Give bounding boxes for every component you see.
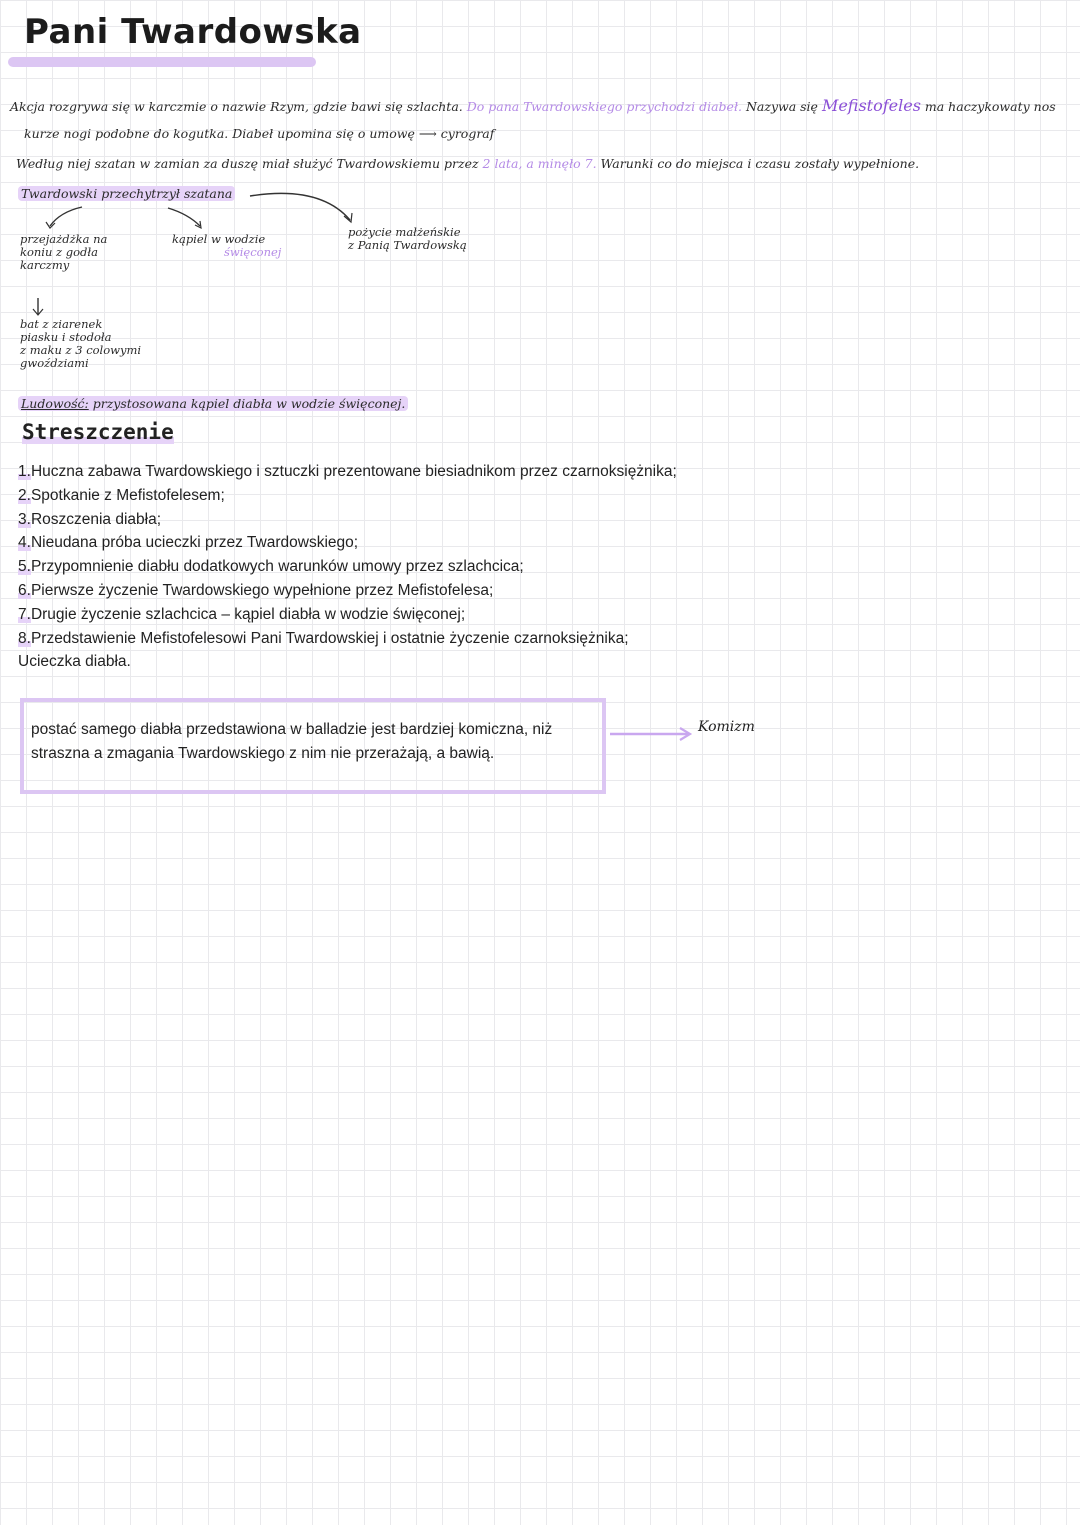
intro-line3-a: Według niej szatan w zamian za duszę miał służyć Twardowskiemu przez <box>16 156 479 171</box>
mefistofeles-name: Mefistofeles <box>821 96 921 115</box>
summary-list <box>18 460 677 674</box>
branch1-child-line: piasku i stodoła <box>20 330 112 344</box>
branch1-line: karczmy <box>20 258 70 272</box>
arrow-icon: ⟶ <box>418 126 437 141</box>
list-item: 3.Roszczenia diabła; <box>18 510 162 528</box>
intro-line1-d: ma haczykowaty nos <box>924 99 1056 114</box>
list-item: 1.Huczna zabawa Twardowskiego i sztuczki prezentowane biesiadnikom przez czarnoksiężnika; <box>18 463 677 480</box>
intro-line2-a: kurze nogi podobne do kogutka. Diabeł upomina się o umowę <box>24 126 415 141</box>
branch2-line: kąpiel w wodzie <box>172 232 266 246</box>
ludowosc-label: Ludowość: <box>21 396 89 411</box>
mindmap-branch-2 <box>172 233 281 259</box>
branch3-line: z Panią Twardowską <box>348 238 467 252</box>
branch2-line: święconej <box>224 245 282 259</box>
intro-line1-c: Nazywa się <box>745 99 818 114</box>
summary-heading: Streszczenie <box>22 420 174 444</box>
komizm-label: Komizm <box>698 719 755 735</box>
branch1-line: koniu z godła <box>20 245 98 259</box>
branch1-child-line: z maku z 3 colowymi <box>20 343 142 357</box>
list-item: 6.Pierwsze życzenie Twardowskiego wypełnione przez Mefistofelesa; <box>18 581 494 599</box>
list-final: Ucieczka diabła. <box>18 653 131 671</box>
intro-line3-c: Warunki co do miejsca i czasu zostały wypełnione. <box>600 156 920 171</box>
intro-line1-b: Do pana Twardowskiego przychodzi diabeł. <box>466 99 742 114</box>
mindmap-root: Twardowski przechytrzył szatana <box>18 186 235 201</box>
list-item: 7.Drugie życzenie szlachcica – kąpiel diabła w wodzie święconej; <box>18 605 466 623</box>
intro-line2-b: cyrograf <box>440 126 495 141</box>
ludowosc-text: przystosowana kąpiel diabła w wodzie święconej. <box>92 396 406 411</box>
comic-box-text: postać samego diabła przedstawiona w balladzie jest bardziej komiczna, niż straszna a zmagania Twardowskiego z nim nie przerażają, a bawią. <box>31 721 553 762</box>
mindmap-branch-3 <box>348 226 467 252</box>
page-title: Pani Twardowska <box>24 12 362 52</box>
intro-line3-b: 2 lata, a minęło 7. <box>482 156 597 171</box>
list-item: 4.Nieudana próba ucieczki przez Twardowskiego; <box>18 534 359 552</box>
mindmap-branch-1-child <box>20 318 141 370</box>
branch1-child-line: gwoździami <box>20 356 89 370</box>
intro-line1-a: Akcja rozgrywa się w karczmie o nazwie Rzym, gdzie bawi się szlachta. <box>10 99 463 114</box>
list-item: 5.Przypomnienie diabłu dodatkowych warunków umowy przez szlachcica; <box>18 558 524 576</box>
list-item: 2.Spotkanie z Mefistofelesem; <box>18 486 225 504</box>
branch1-line: przejażdżka na <box>20 232 108 246</box>
branch3-line: pożycie małżeńskie <box>348 225 461 239</box>
ludowosc-line <box>18 396 408 411</box>
branch1-child-line: bat z ziarenek <box>20 317 103 331</box>
list-item: 8.Przedstawienie Mefistofelesowi Pani Twardowskiej i ostatnie życzenie czarnoksiężnika; <box>18 629 629 647</box>
mindmap-branch-1 <box>20 233 107 272</box>
